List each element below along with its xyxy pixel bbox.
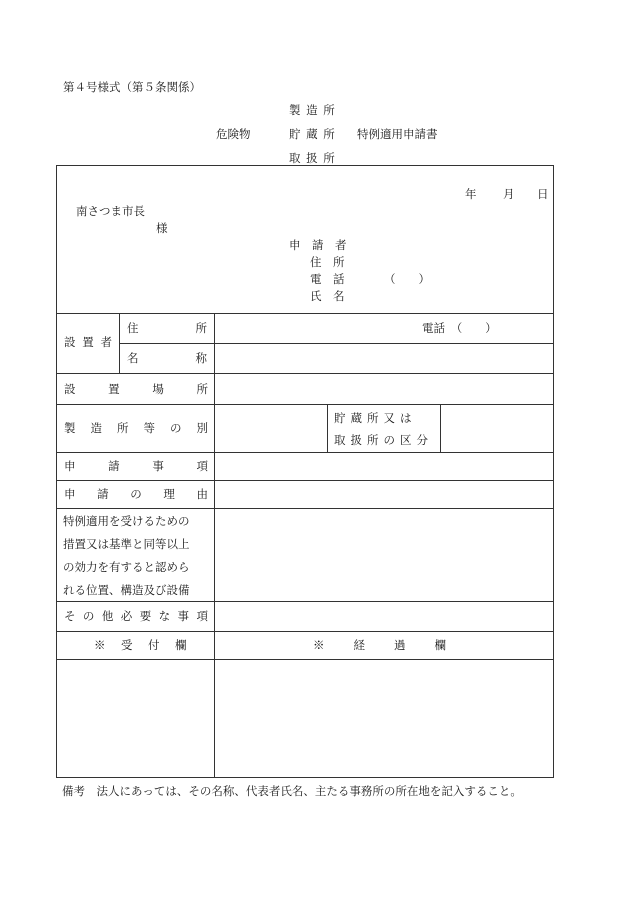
measures-line-1: 特例適用を受けるための — [63, 514, 190, 528]
location-char-1: 設 — [64, 382, 76, 396]
facility-type-char-1: 製 — [64, 421, 76, 435]
reason-char-2: 請 — [97, 487, 109, 501]
installer-char-1: 設 — [64, 335, 76, 349]
facility-type-char-3: 所 — [117, 421, 129, 435]
measures-line-3: の効力を有すると認めら — [63, 560, 190, 574]
application-item-char-4: 項 — [196, 459, 208, 473]
address-label: 住 所 — [310, 255, 345, 269]
location-label — [64, 384, 208, 396]
title-facility-storage: 貯 蔵 所 — [289, 127, 336, 141]
facility-type-char-5: の — [170, 421, 182, 435]
other-char-7: 事 — [177, 609, 190, 623]
measures-line-4: れる位置、構造及び設備 — [63, 583, 190, 597]
application-item-char-2: 請 — [108, 459, 120, 473]
reason-char-4: 理 — [163, 487, 175, 501]
application-item-char-1: 申 — [64, 459, 76, 473]
location-char-4: 所 — [196, 382, 208, 396]
applicant-label: 申 請 者 — [289, 238, 347, 252]
installer-address-char-2: 所 — [195, 321, 207, 335]
facility-type-char-6: 別 — [196, 421, 208, 435]
other-char-8: 項 — [196, 609, 208, 623]
honorific: 様 — [156, 221, 168, 235]
reason-label — [64, 489, 208, 501]
other-char-3: 他 — [101, 609, 114, 623]
footnote: 備考 法人にあっては、その名称、代表者氏名、主たる事務所の所在地を記入すること。 — [62, 784, 522, 798]
other-char-1: そ — [64, 609, 76, 623]
location-char-2: 置 — [108, 382, 120, 396]
phone-label: 電 話 — [310, 272, 345, 286]
date-year: 年 — [465, 187, 477, 201]
installer-label — [64, 337, 112, 349]
location-char-3: 場 — [152, 382, 164, 396]
phone-parens: （ ） — [384, 272, 430, 286]
other-char-5: 要 — [139, 609, 152, 623]
other-char-2: の — [82, 609, 95, 623]
installer-name-label — [127, 353, 207, 365]
date-month: 月 — [503, 187, 515, 201]
other-char-4: 必 — [120, 609, 133, 623]
application-item-label — [64, 461, 208, 473]
application-item-char-3: 事 — [152, 459, 164, 473]
reception-header: ※ 受 付 欄 — [94, 638, 189, 652]
installer-char-3: 者 — [100, 335, 112, 349]
addressee: 南さつま市長 — [76, 204, 145, 218]
measures-line-2: 措置又は基準と同等以上 — [63, 537, 190, 551]
installer-char-2: 置 — [82, 335, 94, 349]
title-suffix: 特例適用申請書 — [357, 127, 438, 141]
name-label: 氏 名 — [310, 289, 345, 303]
other-label — [64, 611, 208, 623]
facility-type-char-2: 造 — [90, 421, 102, 435]
reason-char-1: 申 — [64, 487, 76, 501]
storage-class-label: 貯蔵所又は — [334, 411, 417, 425]
installer-name-char-1: 名 — [127, 351, 139, 365]
installer-phone: 電話 （ ） — [422, 321, 497, 335]
other-char-6: な — [158, 609, 171, 623]
facility-type-char-4: 等 — [143, 421, 155, 435]
facility-type-label — [64, 423, 208, 435]
reason-char-3: の — [130, 487, 142, 501]
storage-class-label-2: 取扱所の区分 — [334, 433, 433, 447]
form-number: 第４号様式（第５条関係） — [63, 80, 201, 94]
reason-char-5: 由 — [196, 487, 208, 501]
installer-name-char-2: 称 — [195, 351, 207, 365]
title-facility-handling: 取 扱 所 — [289, 151, 336, 165]
installer-address-char-1: 住 — [127, 321, 139, 335]
progress-header: ※ 経 過 欄 — [313, 638, 448, 652]
installer-address-label — [127, 323, 207, 335]
date-day: 日 — [537, 187, 549, 201]
title-category: 危険物 — [216, 127, 251, 141]
title-facility-manufacture: 製 造 所 — [289, 103, 336, 117]
